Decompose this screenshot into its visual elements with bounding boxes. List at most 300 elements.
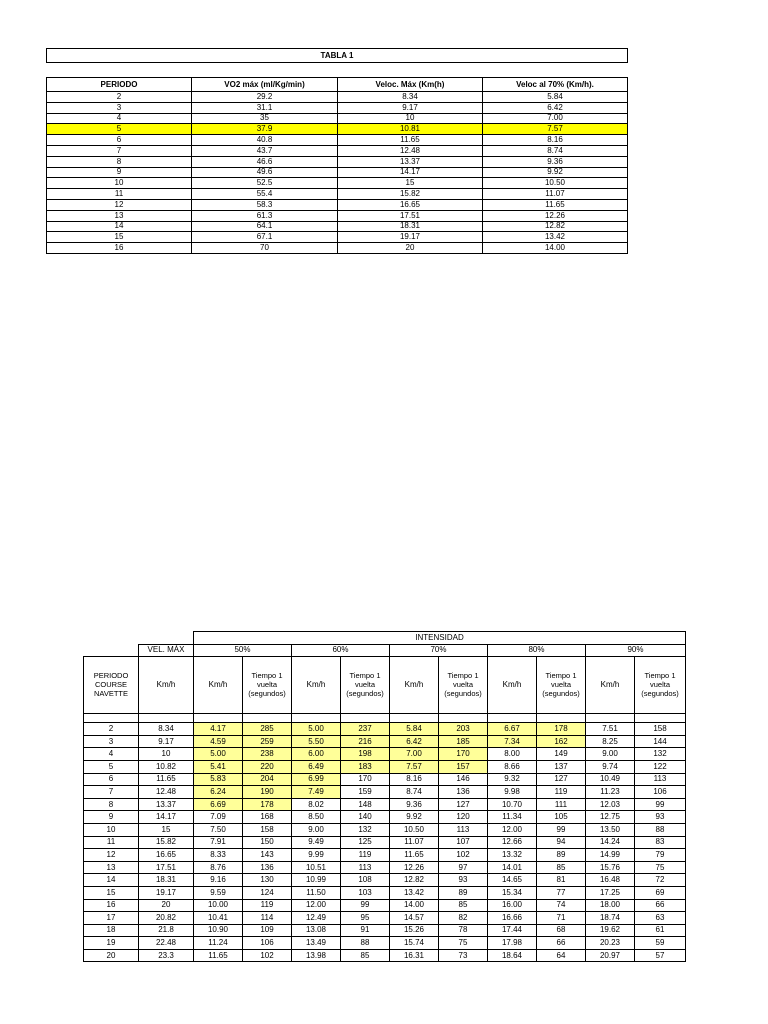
tiempo-vuelta-cell: 178 [243, 798, 292, 811]
veloc-max-cell: 17.51 [338, 210, 483, 221]
pct-80-header: 80% [488, 644, 586, 657]
tiempo-vuelta-cell: 106 [635, 786, 686, 799]
tiempo-vuelta-cell: 198 [341, 748, 390, 761]
kmh-cell: 13.98 [292, 949, 341, 962]
kmh-cell: 8.50 [292, 811, 341, 824]
kmh-cell: 17.25 [586, 886, 635, 899]
tiempo-vuelta-cell: 106 [243, 937, 292, 950]
tiempo-vuelta-cell: 137 [537, 760, 586, 773]
kmh-cell: 9.59 [194, 886, 243, 899]
kmh-cell: 12.66 [488, 836, 537, 849]
veloc-70-cell: 9.36 [483, 156, 628, 167]
kmh-cell: 11.24 [194, 937, 243, 950]
table1-row [47, 199, 628, 210]
kmh-cell: 14.99 [586, 849, 635, 862]
vo2max-cell: 61.3 [192, 210, 338, 221]
veloc-70-cell: 12.26 [483, 210, 628, 221]
tiempo-vuelta-cell: 122 [635, 760, 686, 773]
periodo-cell: 15 [47, 232, 192, 243]
kmh-cell: 10.49 [586, 773, 635, 786]
veloc-70-cell: 7.00 [483, 113, 628, 124]
kmh-cell: 9.36 [390, 798, 439, 811]
vo2max-cell: 40.8 [192, 135, 338, 146]
tiempo-vuelta-cell: 125 [341, 836, 390, 849]
periodo-cell: 7 [84, 786, 139, 799]
tiempo-vuelta-cell: 88 [341, 937, 390, 950]
tiempo-vuelta-cell: 136 [243, 861, 292, 874]
periodo-cell: 12 [84, 849, 139, 862]
kmh-cell: 14.65 [488, 874, 537, 887]
kmh-cell: 7.91 [194, 836, 243, 849]
veloc-max-cell: 8.34 [338, 92, 483, 103]
kmh-cell: 11.23 [586, 786, 635, 799]
periodo-cell: 3 [47, 102, 192, 113]
kmh-cell: 11.65 [194, 949, 243, 962]
tiempo-vuelta-cell: 68 [537, 924, 586, 937]
tiempo-vuelta-cell: 178 [537, 723, 586, 736]
intensity-table [83, 631, 686, 962]
periodo-cell: 9 [84, 811, 139, 824]
tiempo-vuelta-cell: 140 [341, 811, 390, 824]
veloc-70-cell: 12.82 [483, 221, 628, 232]
kmh-cell: 5.41 [194, 760, 243, 773]
table1-row [47, 145, 628, 156]
kmh-cell: 5.00 [292, 723, 341, 736]
periodo-cell: 6 [84, 773, 139, 786]
periodo-cell: 16 [84, 899, 139, 912]
veloc-max-cell: 13.37 [338, 156, 483, 167]
periodo-cell: 3 [84, 735, 139, 748]
vel-max-cell: 12.48 [139, 786, 194, 799]
tiempo-vuelta-cell: 162 [537, 735, 586, 748]
periodo-cell: 12 [47, 199, 192, 210]
kmh-cell: 9.98 [488, 786, 537, 799]
vo2max-cell: 64.1 [192, 221, 338, 232]
veloc-70-cell: 13.42 [483, 232, 628, 243]
kmh-cell: 17.98 [488, 937, 537, 950]
periodo-cell: 6 [47, 135, 192, 146]
tiempo-vuelta-cell: 120 [439, 811, 488, 824]
tiempo-vuelta-cell: 102 [243, 949, 292, 962]
kmh-cell: 6.42 [390, 735, 439, 748]
kmh-cell: 5.84 [390, 723, 439, 736]
kmh-cell: 17.44 [488, 924, 537, 937]
kmh-cell: 6.49 [292, 760, 341, 773]
vel-max-cell: 8.34 [139, 723, 194, 736]
tiempo-vuelta-cell: 66 [635, 899, 686, 912]
kmh-cell: 9.16 [194, 874, 243, 887]
tiempo-vuelta-cell: 183 [341, 760, 390, 773]
vo2max-cell: 58.3 [192, 199, 338, 210]
tiempo-vuelta-cell: 111 [537, 798, 586, 811]
kmh-cell: 13.50 [586, 823, 635, 836]
vel-max-cell: 17.51 [139, 861, 194, 874]
column-header-row [84, 657, 686, 714]
intensity-row [84, 811, 686, 824]
tiempo-vuelta-cell: 158 [243, 823, 292, 836]
kmh-cell: 13.42 [390, 886, 439, 899]
kmh-cell: 12.75 [586, 811, 635, 824]
vo2max-cell: 55.4 [192, 189, 338, 200]
tiempo-vuelta-cell: 83 [635, 836, 686, 849]
kmh-cell: 5.50 [292, 735, 341, 748]
tiempo-vuelta-cell: 159 [341, 786, 390, 799]
periodo-cell: 7 [47, 145, 192, 156]
tiempo-vuelta-cell: 124 [243, 886, 292, 899]
tiempo-vuelta-cell: 216 [341, 735, 390, 748]
table1-row [47, 189, 628, 200]
vel-max-cell: 9.17 [139, 735, 194, 748]
veloc-70-cell: 6.42 [483, 102, 628, 113]
tiempo-vuelta-cell: 132 [341, 823, 390, 836]
veloc-max-cell: 15.82 [338, 189, 483, 200]
kmh-cell: 18.00 [586, 899, 635, 912]
kmh-cell: 13.49 [292, 937, 341, 950]
veloc-max-cell: 19.17 [338, 232, 483, 243]
table1 [46, 77, 628, 254]
tiempo-vuelta-cell: 99 [341, 899, 390, 912]
tiempo-vuelta-cell: 71 [537, 912, 586, 925]
tiempo-vuelta-cell: 113 [341, 861, 390, 874]
kmh-cell: 10.99 [292, 874, 341, 887]
kmh-cell: 20.23 [586, 937, 635, 950]
intensity-row [84, 899, 686, 912]
periodo-cell: 2 [47, 92, 192, 103]
tiempo-vuelta-header: Tiempo 1 vuelta (segundos) [537, 657, 586, 714]
tiempo-vuelta-cell: 64 [537, 949, 586, 962]
veloc-70-cell: 14.00 [483, 243, 628, 254]
kmh-cell: 11.34 [488, 811, 537, 824]
tiempo-vuelta-cell: 113 [439, 823, 488, 836]
group-header-row [84, 632, 686, 645]
kmh-cell: 15.74 [390, 937, 439, 950]
tiempo-vuelta-cell: 130 [243, 874, 292, 887]
kmh-cell: 16.48 [586, 874, 635, 887]
kmh-cell: 4.59 [194, 735, 243, 748]
veloc-max-cell: 10 [338, 113, 483, 124]
kmh-header: Km/h [586, 657, 635, 714]
vo2max-cell: 29.2 [192, 92, 338, 103]
veloc-max-cell: 16.65 [338, 199, 483, 210]
kmh-cell: 5.00 [194, 748, 243, 761]
veloc-70-cell: 10.50 [483, 178, 628, 189]
tiempo-vuelta-cell: 190 [243, 786, 292, 799]
header-vo2max: VO2 máx (ml/Kg/min) [192, 78, 338, 92]
veloc-70-cell: 8.16 [483, 135, 628, 146]
tiempo-vuelta-cell: 89 [439, 886, 488, 899]
tiempo-vuelta-cell: 75 [635, 861, 686, 874]
tiempo-vuelta-cell: 170 [341, 773, 390, 786]
tiempo-vuelta-cell: 77 [537, 886, 586, 899]
table1-row [47, 210, 628, 221]
tiempo-vuelta-cell: 69 [635, 886, 686, 899]
kmh-header: Km/h [390, 657, 439, 714]
veloc-max-cell: 10.81 [338, 124, 483, 135]
kmh-cell: 8.76 [194, 861, 243, 874]
vel-max-cell: 10 [139, 748, 194, 761]
spacer-row [84, 714, 686, 723]
tiempo-vuelta-cell: 103 [341, 886, 390, 899]
tiempo-vuelta-cell: 97 [439, 861, 488, 874]
tiempo-vuelta-cell: 85 [439, 899, 488, 912]
tiempo-vuelta-cell: 119 [537, 786, 586, 799]
tiempo-vuelta-header: Tiempo 1 vuelta (segundos) [341, 657, 390, 714]
table1-body [47, 92, 628, 254]
vo2max-cell: 70 [192, 243, 338, 254]
intensidad-header: INTENSIDAD [194, 632, 686, 645]
periodo-cell: 17 [84, 912, 139, 925]
kmh-header: Km/h [292, 657, 341, 714]
kmh-cell: 10.70 [488, 798, 537, 811]
kmh-cell: 16.00 [488, 899, 537, 912]
periodo-cell: 19 [84, 937, 139, 950]
kmh-cell: 8.25 [586, 735, 635, 748]
intensity-row [84, 836, 686, 849]
kmh-header: Km/h [488, 657, 537, 714]
vo2max-cell: 35 [192, 113, 338, 124]
intensity-row [84, 886, 686, 899]
tiempo-vuelta-cell: 144 [635, 735, 686, 748]
tiempo-vuelta-cell: 91 [341, 924, 390, 937]
table1-row [47, 124, 628, 135]
table1-title: TABLA 1 [46, 48, 628, 63]
veloc-70-cell: 11.07 [483, 189, 628, 200]
kmh-cell: 14.24 [586, 836, 635, 849]
periodo-cell: 13 [84, 861, 139, 874]
kmh-cell: 14.00 [390, 899, 439, 912]
veloc-max-cell: 18.31 [338, 221, 483, 232]
intensity-row [84, 748, 686, 761]
veloc-max-cell: 9.17 [338, 102, 483, 113]
tiempo-vuelta-cell: 85 [537, 861, 586, 874]
intensity-row [84, 786, 686, 799]
periodo-cell: 16 [47, 243, 192, 254]
pct-70-header: 70% [390, 644, 488, 657]
table1-row [47, 156, 628, 167]
kmh-cell: 13.32 [488, 849, 537, 862]
kmh-cell: 5.83 [194, 773, 243, 786]
vel-max-cell: 19.17 [139, 886, 194, 899]
tiempo-vuelta-cell: 108 [341, 874, 390, 887]
vo2max-cell: 49.6 [192, 167, 338, 178]
kmh-cell: 19.62 [586, 924, 635, 937]
kmh-cell: 16.31 [390, 949, 439, 962]
vel-max-cell: 16.65 [139, 849, 194, 862]
vel-max-cell: 20.82 [139, 912, 194, 925]
periodo-cell: 4 [84, 748, 139, 761]
kmh-cell: 18.64 [488, 949, 537, 962]
kmh-cell: 14.57 [390, 912, 439, 925]
vel-max-cell: 13.37 [139, 798, 194, 811]
kmh-cell: 8.74 [390, 786, 439, 799]
kmh-cell: 7.57 [390, 760, 439, 773]
tiempo-vuelta-cell: 148 [341, 798, 390, 811]
tiempo-vuelta-cell: 74 [537, 899, 586, 912]
kmh-cell: 8.66 [488, 760, 537, 773]
kmh-header: Km/h [194, 657, 243, 714]
kmh-cell: 12.00 [488, 823, 537, 836]
veloc-max-cell: 20 [338, 243, 483, 254]
vel-max-cell: 23.3 [139, 949, 194, 962]
pct-60-header: 60% [292, 644, 390, 657]
intensity-row [84, 723, 686, 736]
tiempo-vuelta-cell: 119 [341, 849, 390, 862]
periodo-cell: 8 [47, 156, 192, 167]
tiempo-vuelta-cell: 114 [243, 912, 292, 925]
tiempo-vuelta-cell: 157 [439, 760, 488, 773]
tiempo-vuelta-cell: 132 [635, 748, 686, 761]
tiempo-vuelta-cell: 113 [635, 773, 686, 786]
kmh-cell: 11.65 [390, 849, 439, 862]
tiempo-vuelta-cell: 89 [537, 849, 586, 862]
vel-max-cell: 21.8 [139, 924, 194, 937]
periodo-cell: 13 [47, 210, 192, 221]
kmh-cell: 11.50 [292, 886, 341, 899]
tiempo-vuelta-cell: 93 [439, 874, 488, 887]
kmh-cell: 4.17 [194, 723, 243, 736]
intensity-row [84, 912, 686, 925]
tiempo-vuelta-cell: 88 [635, 823, 686, 836]
periodo-cell: 8 [84, 798, 139, 811]
tiempo-vuelta-cell: 285 [243, 723, 292, 736]
veloc-70-cell: 11.65 [483, 199, 628, 210]
kmh-cell: 15.34 [488, 886, 537, 899]
kmh-cell: 7.51 [586, 723, 635, 736]
veloc-max-cell: 11.65 [338, 135, 483, 146]
intensity-row [84, 773, 686, 786]
kmh-cell: 11.07 [390, 836, 439, 849]
table1-row [47, 102, 628, 113]
kmh-cell: 12.26 [390, 861, 439, 874]
intensity-row [84, 798, 686, 811]
vel-max-cell: 20 [139, 899, 194, 912]
tiempo-vuelta-cell: 220 [243, 760, 292, 773]
vo2max-cell: 31.1 [192, 102, 338, 113]
periodo-cell: 15 [84, 886, 139, 899]
tiempo-vuelta-cell: 75 [439, 937, 488, 950]
kmh-cell: 12.49 [292, 912, 341, 925]
tiempo-vuelta-cell: 99 [635, 798, 686, 811]
vel-max-cell: 22.48 [139, 937, 194, 950]
kmh-cell: 12.82 [390, 874, 439, 887]
kmh-cell: 12.03 [586, 798, 635, 811]
table1-row [47, 243, 628, 254]
tiempo-vuelta-cell: 78 [439, 924, 488, 937]
table1-row [47, 135, 628, 146]
kmh-cell: 16.66 [488, 912, 537, 925]
intensity-row [84, 849, 686, 862]
vo2max-cell: 46.6 [192, 156, 338, 167]
tiempo-vuelta-cell: 119 [243, 899, 292, 912]
kmh-cell: 8.00 [488, 748, 537, 761]
tiempo-vuelta-header: Tiempo 1 vuelta (segundos) [243, 657, 292, 714]
tiempo-vuelta-cell: 107 [439, 836, 488, 849]
kmh-cell: 15.26 [390, 924, 439, 937]
tiempo-vuelta-cell: 237 [341, 723, 390, 736]
intensity-row [84, 924, 686, 937]
periodo-cell: 10 [47, 178, 192, 189]
tiempo-vuelta-cell: 127 [537, 773, 586, 786]
tiempo-vuelta-cell: 238 [243, 748, 292, 761]
tiempo-vuelta-cell: 59 [635, 937, 686, 950]
kmh-cell: 7.49 [292, 786, 341, 799]
kmh-cell: 7.00 [390, 748, 439, 761]
table1-row [47, 232, 628, 243]
veloc-max-cell: 14.17 [338, 167, 483, 178]
vo2max-cell: 37.9 [192, 124, 338, 135]
tiempo-vuelta-cell: 82 [439, 912, 488, 925]
tiempo-vuelta-cell: 105 [537, 811, 586, 824]
tiempo-vuelta-cell: 63 [635, 912, 686, 925]
tiempo-vuelta-cell: 149 [537, 748, 586, 761]
kmh-cell: 14.01 [488, 861, 537, 874]
kmh-cell: 10.50 [390, 823, 439, 836]
tiempo-vuelta-header: Tiempo 1 vuelta (segundos) [635, 657, 686, 714]
kmh-cell: 15.76 [586, 861, 635, 874]
tiempo-vuelta-cell: 102 [439, 849, 488, 862]
tiempo-vuelta-cell: 203 [439, 723, 488, 736]
kmh-cell: 9.49 [292, 836, 341, 849]
tiempo-vuelta-cell: 259 [243, 735, 292, 748]
periodo-cell: 14 [47, 221, 192, 232]
kmh-cell: 10.00 [194, 899, 243, 912]
kmh-cell: 18.74 [586, 912, 635, 925]
table1-row [47, 113, 628, 124]
kmh-cell: 8.33 [194, 849, 243, 862]
intensity-row [84, 949, 686, 962]
periodo-cell: 10 [84, 823, 139, 836]
kmh-cell: 10.51 [292, 861, 341, 874]
tiempo-vuelta-cell: 170 [439, 748, 488, 761]
table1-header-row [47, 78, 628, 92]
vo2max-cell: 52.5 [192, 178, 338, 189]
vel-max-cell: 14.17 [139, 811, 194, 824]
kmh-cell: 8.02 [292, 798, 341, 811]
vel-max-cell: 11.65 [139, 773, 194, 786]
periodo-course-navette-header: PERIODO COURSE NAVETTE [84, 657, 139, 714]
tiempo-vuelta-cell: 185 [439, 735, 488, 748]
table1-row [47, 167, 628, 178]
tiempo-vuelta-cell: 136 [439, 786, 488, 799]
header-veloc-max: Veloc. Máx (Km(h) [338, 78, 483, 92]
table1-row [47, 178, 628, 189]
tiempo-vuelta-cell: 85 [341, 949, 390, 962]
tiempo-vuelta-cell: 94 [537, 836, 586, 849]
kmh-cell: 7.09 [194, 811, 243, 824]
veloc-70-cell: 7.57 [483, 124, 628, 135]
periodo-cell: 18 [84, 924, 139, 937]
veloc-max-cell: 12.48 [338, 145, 483, 156]
table1-row [47, 92, 628, 103]
intensity-row [84, 760, 686, 773]
vel-max-cell: 15.82 [139, 836, 194, 849]
tiempo-vuelta-cell: 57 [635, 949, 686, 962]
tiempo-vuelta-cell: 109 [243, 924, 292, 937]
header-veloc-70: Veloc al 70% (Km/h). [483, 78, 628, 92]
pct-90-header: 90% [586, 644, 686, 657]
tiempo-vuelta-cell: 79 [635, 849, 686, 862]
tiempo-vuelta-cell: 61 [635, 924, 686, 937]
kmh-header: Km/h [139, 657, 194, 714]
tiempo-vuelta-cell: 168 [243, 811, 292, 824]
intensity-row [84, 937, 686, 950]
periodo-cell: 11 [84, 836, 139, 849]
intensity-row [84, 874, 686, 887]
tiempo-vuelta-cell: 143 [243, 849, 292, 862]
vel-max-cell: 15 [139, 823, 194, 836]
percentage-header-row [84, 644, 686, 657]
tiempo-vuelta-cell: 146 [439, 773, 488, 786]
